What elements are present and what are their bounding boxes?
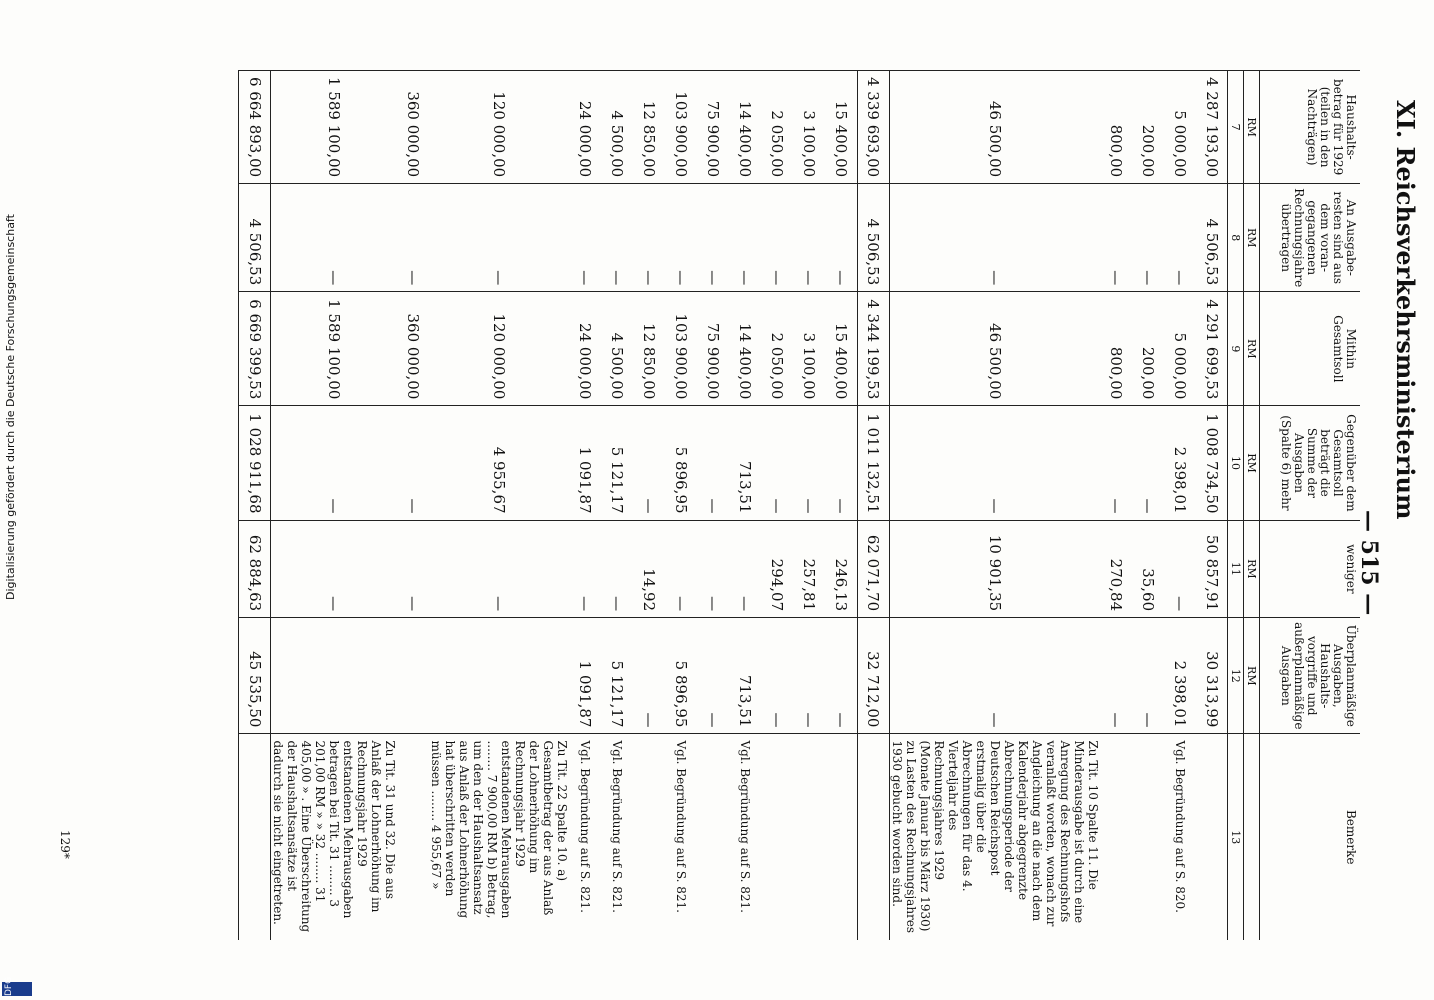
remark-cell	[239, 734, 271, 940]
column-header-13: Bemerke	[1260, 734, 1360, 940]
page-title: XI. Reichsverkehrsministerium	[1391, 100, 1420, 520]
amount-cell: 4 506,53	[239, 184, 271, 292]
amount-cell: 12 850,00	[634, 71, 666, 184]
remark-cell: Vgl. Begründung auf S. 821.	[602, 734, 634, 940]
amount-cell: —	[730, 184, 762, 292]
amount-cell: 32 712,00	[858, 618, 890, 734]
column-unit-8: RM	[1244, 184, 1260, 292]
table-row	[602, 71, 634, 941]
remark-cell	[634, 734, 666, 940]
amount-cell	[430, 618, 570, 734]
amount-cell: —	[762, 406, 794, 520]
amount-cell: 1 091,87	[570, 406, 602, 520]
amount-cell: 800,00	[1100, 71, 1132, 184]
amount-cell: —	[1132, 406, 1164, 520]
amount-cell: —	[1100, 618, 1132, 734]
amount-cell: 270,84	[1100, 520, 1132, 618]
amount-cell: —	[570, 520, 602, 618]
amount-cell	[398, 618, 430, 734]
amount-cell: 257,81	[794, 520, 826, 618]
amount-cell: —	[890, 184, 1101, 292]
amount-cell: 24 000,00	[570, 71, 602, 184]
header-unit-row	[1244, 71, 1260, 941]
amount-cell: 5 896,95	[666, 406, 698, 520]
amount-cell: 45 535,50	[239, 618, 271, 734]
amount-cell: —	[698, 618, 730, 734]
amount-cell: 3 100,00	[794, 292, 826, 406]
amount-cell: 4 506,53	[858, 184, 890, 292]
amount-cell: —	[890, 618, 1101, 734]
amount-cell: 14 400,00	[730, 71, 762, 184]
table-row	[570, 71, 602, 941]
amount-cell: —	[698, 406, 730, 520]
amount-cell: 50 857,91	[1196, 520, 1228, 618]
table-sum-row	[858, 71, 890, 941]
remark-cell: Zu Tit. 10 Spalte 11. Die Minderausgabe ist durch eine Anregung des Rechnungshofs veranlaßt worden, wonach zur Angleichung an die nach dem Kalenderjahr abgegrenzte Abrechnungsperiode der Deutschen Reichspost erstmalig über die Abrechnungen für das 4. Vierteljahr des Rechnungsjahres 1929 (Monate Januar bis März 1930) zu Lasten des Rechnungsjahres 1930 gebucht worden sind.	[890, 734, 1101, 940]
remark-cell	[1132, 734, 1164, 940]
amount-cell: —	[634, 618, 666, 734]
remark-cell: Zu Tit. 31 und 32. Die aus Anlaß der Lohnerhöhung im Rechnungsjahr 1929 entstandenen Mehrausgaben betragen bei Tit. 31 ........ 3 201,00 RM » » 32 ........ 31 405,00 » . Eine Überschreitung der Haushaltsansätze ist dadurch sie nicht eingetreten.	[271, 734, 398, 940]
amount-cell: 1 008 734,50	[1196, 406, 1228, 520]
column-unit-12: RM	[1244, 618, 1260, 734]
column-unit-7: RM	[1244, 71, 1260, 184]
amount-cell: 15 400,00	[826, 292, 858, 406]
amount-cell: —	[430, 184, 570, 292]
remark-cell	[1100, 734, 1132, 940]
amount-cell: 1 011 132,51	[858, 406, 890, 520]
amount-cell: 6 664 893,00	[239, 71, 271, 184]
amount-cell: 200,00	[1132, 292, 1164, 406]
amount-cell: —	[698, 520, 730, 618]
amount-cell: 4 291 699,53	[1196, 292, 1228, 406]
column-number-12: 12	[1228, 618, 1244, 734]
amount-cell: 2 050,00	[762, 292, 794, 406]
table-body	[239, 71, 1228, 941]
amount-cell: 24 000,00	[570, 292, 602, 406]
amount-cell: —	[271, 406, 398, 520]
table-row	[698, 71, 730, 941]
amount-cell: 103 900,00	[666, 292, 698, 406]
table-row	[271, 71, 398, 941]
amount-cell: 4 287 193,00	[1196, 71, 1228, 184]
amount-cell: 200,00	[1132, 71, 1164, 184]
header-number-row	[1228, 71, 1244, 941]
table-row	[1164, 71, 1196, 941]
amount-cell: —	[570, 184, 602, 292]
amount-cell: 46 500,00	[890, 292, 1101, 406]
amount-cell: 5 000,00	[1164, 71, 1196, 184]
remark-cell: Vgl. Begründung auf S. 820.	[1164, 734, 1196, 940]
amount-cell: 5 896,95	[666, 618, 698, 734]
column-unit-9: RM	[1244, 292, 1260, 406]
column-number-11: 11	[1228, 520, 1244, 618]
table-row	[634, 71, 666, 941]
amount-cell: 2 050,00	[762, 71, 794, 184]
amount-cell: —	[1132, 618, 1164, 734]
column-number-10: 10	[1228, 406, 1244, 520]
amount-cell: 1 091,87	[570, 618, 602, 734]
amount-cell: 294,07	[762, 520, 794, 618]
amount-cell: 360 000,00	[398, 71, 430, 184]
column-header-9: Mithin Gesamtsoll	[1260, 292, 1360, 406]
amount-cell: —	[826, 618, 858, 734]
table-row	[794, 71, 826, 941]
amount-cell: 62 884,63	[239, 520, 271, 618]
remark-cell	[826, 734, 858, 940]
amount-cell: —	[666, 520, 698, 618]
amount-cell: —	[794, 184, 826, 292]
amount-cell: 800,00	[1100, 292, 1132, 406]
amount-cell: 1 589 100,00	[271, 71, 398, 184]
amount-cell: 103 900,00	[666, 71, 698, 184]
amount-cell: 713,51	[730, 618, 762, 734]
column-header-7: Haushalts-betrag für 1929 (teilen in den Nachträgen)	[1260, 71, 1360, 184]
column-number-13: 13	[1228, 734, 1244, 940]
amount-cell: —	[1100, 184, 1132, 292]
table-row	[398, 71, 430, 941]
amount-cell: —	[602, 184, 634, 292]
remark-cell	[698, 734, 730, 940]
remark-cell	[858, 734, 890, 940]
amount-cell: 15 400,00	[826, 71, 858, 184]
amount-cell: —	[1164, 184, 1196, 292]
remark-cell	[762, 734, 794, 940]
remark-cell: Vgl. Begründung auf S. 821.	[666, 734, 698, 940]
amount-cell: 6 669 399,53	[239, 292, 271, 406]
table-row	[730, 71, 762, 941]
table-row	[826, 71, 858, 941]
column-number-7: 7	[1228, 71, 1244, 184]
amount-cell: 12 850,00	[634, 292, 666, 406]
amount-cell: 246,13	[826, 520, 858, 618]
amount-cell: 75 900,00	[698, 292, 730, 406]
remark-cell	[794, 734, 826, 940]
amount-cell: 2 398,01	[1164, 618, 1196, 734]
amount-cell: —	[1100, 406, 1132, 520]
amount-cell: —	[762, 618, 794, 734]
amount-cell: —	[1164, 520, 1196, 618]
column-header-10: Gegenüber dem Gesamtsoll beträgt die Summe der Ausgaben (Spalte 6) mehr	[1260, 406, 1360, 520]
remark-cell	[1196, 734, 1228, 940]
amount-cell: 4 344 199,53	[858, 292, 890, 406]
amount-cell: —	[826, 184, 858, 292]
amount-cell: —	[602, 520, 634, 618]
table-row	[762, 71, 794, 941]
table-row	[430, 71, 570, 941]
expenditure-table	[239, 70, 1361, 940]
amount-cell: —	[1132, 184, 1164, 292]
amount-cell: 120 000,00	[430, 71, 570, 184]
page-number: — 515 —	[1356, 510, 1382, 616]
amount-cell: 713,51	[730, 406, 762, 520]
table-row	[1132, 71, 1164, 941]
amount-cell: 14 400,00	[730, 292, 762, 406]
amount-cell: —	[730, 520, 762, 618]
amount-cell: —	[271, 184, 398, 292]
column-number-8: 8	[1228, 184, 1244, 292]
amount-cell	[271, 618, 398, 734]
amount-cell: 120 000,00	[430, 292, 570, 406]
remark-cell: Vgl. Begründung auf S. 821.	[570, 734, 602, 940]
amount-cell: —	[794, 618, 826, 734]
amount-cell: 1 589 100,00	[271, 292, 398, 406]
amount-cell: 4 955,67	[430, 406, 570, 520]
amount-cell: —	[794, 406, 826, 520]
amount-cell: —	[762, 184, 794, 292]
amount-cell: 4 506,53	[1196, 184, 1228, 292]
amount-cell: 4 339 693,00	[858, 71, 890, 184]
amount-cell: —	[430, 520, 570, 618]
amount-cell: 1 028 911,68	[239, 406, 271, 520]
amount-cell: 10 901,35	[890, 520, 1101, 618]
amount-cell: —	[271, 520, 398, 618]
digitization-credit: Digitalisierung gefördert durch die Deutsche Forschungsgemeinschaft	[4, 214, 17, 600]
column-header-11: weniger	[1260, 520, 1360, 618]
header-label-row	[1260, 71, 1360, 941]
dfg-logo: DFG	[2, 982, 32, 996]
table-row	[1100, 71, 1132, 941]
amount-cell: —	[634, 406, 666, 520]
amount-cell: —	[398, 184, 430, 292]
amount-cell: 35,60	[1132, 520, 1164, 618]
column-header-12: Überplanmäßige Ausgaben, Haushalts-vorgriffe und außerplanmäßige Ausgaben	[1260, 618, 1360, 734]
amount-cell: —	[666, 184, 698, 292]
amount-cell: 3 100,00	[794, 71, 826, 184]
remark-cell: Vgl. Begründung auf S. 821.	[730, 734, 762, 940]
amount-cell: 46 500,00	[890, 71, 1101, 184]
table-row	[666, 71, 698, 941]
amount-cell: —	[698, 184, 730, 292]
table-sum-row	[239, 71, 271, 941]
remark-cell	[398, 734, 430, 940]
column-unit-11: RM	[1244, 520, 1260, 618]
amount-cell: —	[826, 406, 858, 520]
amount-cell: 75 900,00	[698, 71, 730, 184]
amount-cell: —	[398, 520, 430, 618]
column-unit-13	[1244, 734, 1260, 940]
column-header-8: An Ausgabe-resten sind aus dem voran-gegangenen Rechnungsjahre übertragen	[1260, 184, 1360, 292]
table-row	[890, 71, 1101, 941]
amount-cell: —	[890, 406, 1101, 520]
page-footer-number: 129*	[58, 830, 72, 859]
amount-cell: 5 121,17	[602, 406, 634, 520]
amount-cell: 14,92	[634, 520, 666, 618]
amount-cell: 62 071,70	[858, 520, 890, 618]
amount-cell: —	[634, 184, 666, 292]
amount-cell: —	[398, 406, 430, 520]
amount-cell: 4 500,00	[602, 292, 634, 406]
amount-cell: 30 313,99	[1196, 618, 1228, 734]
amount-cell: 5 121,17	[602, 618, 634, 734]
amount-cell: 5 000,00	[1164, 292, 1196, 406]
amount-cell: 360 000,00	[398, 292, 430, 406]
remark-cell: Zu Tit. 22 Spalte 10. a) Gesamtbetrag der aus Anlaß der Lohnerhöhung im Rechnungsjahr 1929 entstandenen Mehrausgaben ........ 7 900,00 RM b) Betrag, um den der Haushaltsansatz aus Anlaß der Lohnerhöhung hat überschritten werden müssen ........ 4 955,67 »	[430, 734, 570, 940]
column-number-9: 9	[1228, 292, 1244, 406]
rotated-table-area	[100, 70, 1420, 940]
amount-cell: 4 500,00	[602, 71, 634, 184]
column-unit-10: RM	[1244, 406, 1260, 520]
amount-cell: 2 398,01	[1164, 406, 1196, 520]
table-row	[1196, 71, 1228, 941]
